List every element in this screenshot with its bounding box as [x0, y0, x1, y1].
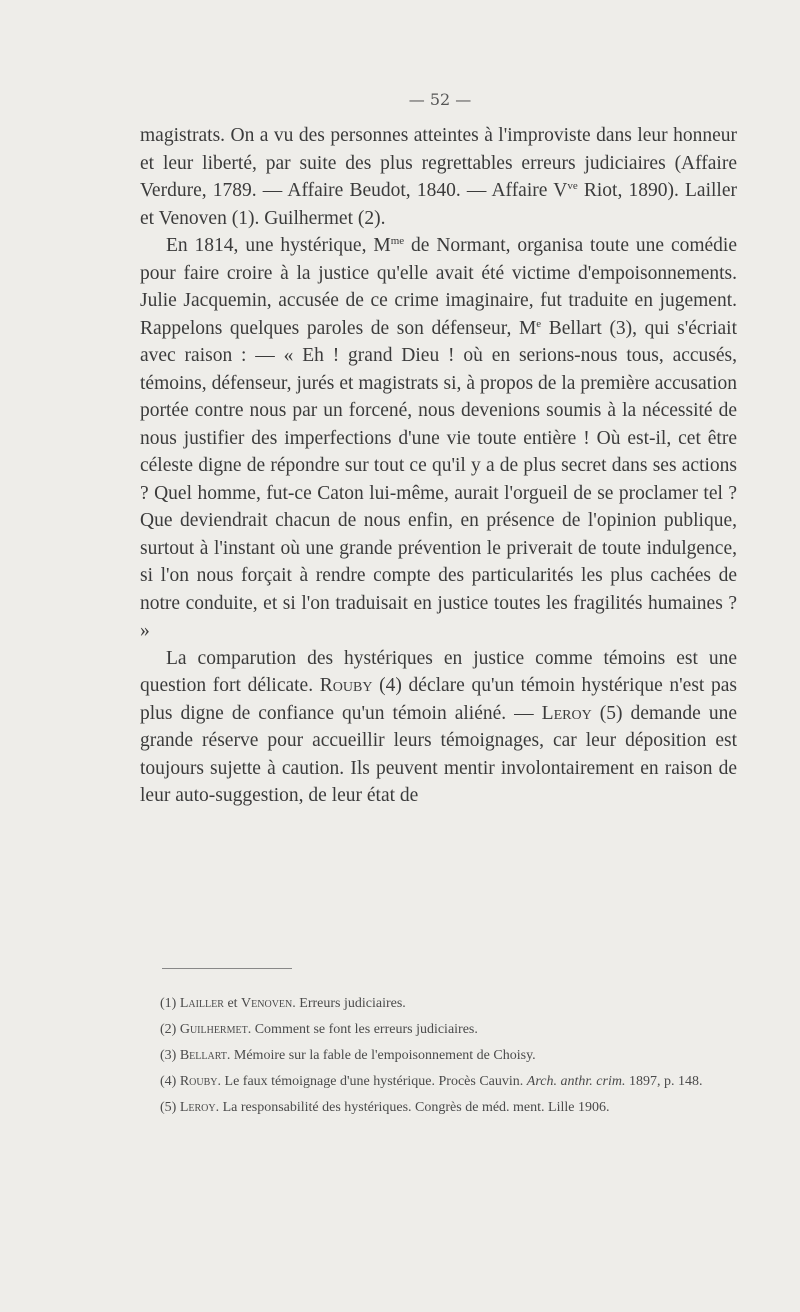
main-text [140, 122, 737, 810]
author-rouby: Rouby [319, 675, 373, 696]
paragraph-3: La comparution des hystériques en justice comme témoins est une question fort délicate. Rouby (4) déclare qu'un témoin hystérique n'est pas plus digne de confiance qu'un témoin aliéné. — Leroy (5) demande une grande réserve pour accueillir leurs témoignages, car leur déposition est toujours sujette à caution. Ils peuvent mentir involontairement en raison de leur auto-suggestion, de leur état de [140, 647, 738, 806]
footnote-3: (3) Bellart. Mémoire sur la fable de l'empoisonnement de Choisy. [160, 1048, 536, 1063]
footnote-4: (4) Rouby. Le faux témoignage d'une hystérique. Procès Cauvin. Arch. anthr. crim. 1897, p. 148. [160, 1074, 703, 1089]
paragraph-2: En 1814, une hystérique, $M^{me}$ de Normant, organisa toute une comédie pour faire croire à la justice qu'elle avait été victime d'empoisonnements. Julie Jacquemin, accusée de ce crime imaginaire, fut traduite en jugement. Rappelons quelques paroles de son défenseur, Me Bellart (3), qui s'écriait avec raison : — « Eh ! grand Dieu ! où en serions-nous tous, accusés, témoins, défenseur, jurés et magistrats si, à propos de la première accusation portée contre nous par un forcené, nous devenions soumis à la nécessité de nous justifier des imperfections d'une vie toute entière ! Où est-il, cet être céleste digne de répondre sur tout ce qu'il y a de plus secret dans ses actions ? Quel homme, fut-ce Caton lui-même, aurait l'orgueil de se proclamer tel ? Que deviendrait chacun de nous enfin, en présence de l'opinion publique, surtout à l'instant où une grande prévention le priverait de toute indulgence, si l'on nous forçait à rendre compte des particularités les plus cachées de notre conduite, et si l'on traduisait en justice toutes les fragilités humaines ? » [140, 235, 737, 641]
author-leroy: Leroy [541, 702, 592, 724]
footnotes [140, 994, 738, 1124]
page-number: — 52 — [408, 90, 472, 109]
footnote-1: (1) Lailler et Venoven. Erreurs judiciaires. [160, 996, 406, 1011]
footnote-5: (5) Leroy. La responsabilité des hystériques. Congrès de méd. ment. Lille 1906. [160, 1100, 610, 1115]
footnote-2: (2) Guilhermet. Comment se font les erreurs judiciaires. [160, 1022, 478, 1037]
paragraph-1: magistrats. On a vu des personnes atteintes à l'improviste dans leur honneur et leur liberté, par suite des plus regrettables erreurs judiciaires (Affaire Verdure, 1789. — Affaire Beudot, 1840. — Affaire $V^{ve}$ Riot, 1890). Lailler et Venoven (1). Guilhermet (2). [140, 125, 737, 229]
footnote-divider [162, 968, 292, 969]
